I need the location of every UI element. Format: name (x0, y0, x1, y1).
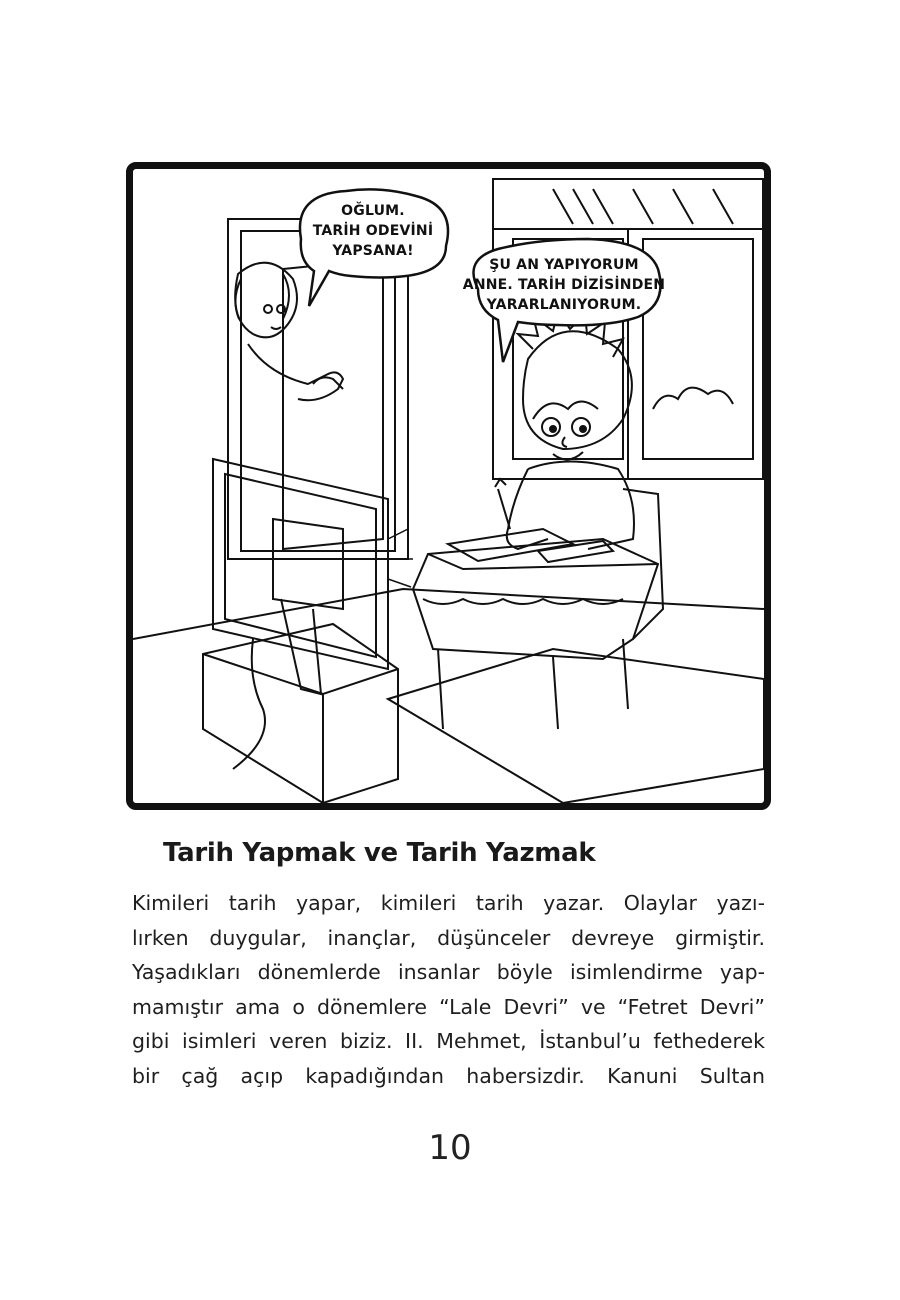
comic-illustration (133, 169, 764, 803)
body-line: Yaşadıkları dönemlerde insanlar böyle isimlendirme yap- (132, 960, 765, 984)
body-paragraph (132, 886, 765, 1093)
page-number: 10 (428, 1128, 472, 1168)
body-line: Kimileri tarih yapar, kimileri tarih yazar. Olaylar yazı- (132, 891, 765, 915)
comic-panel (126, 162, 771, 810)
body-line: bir çağ açıp kapadığından habersizdir. Kanuni Sultan (132, 1063, 765, 1088)
boy-speech-text: ŞU AN YAPIYORUM ANNE. TARİH DİZİSİNDEN YARARLANIYORUM. (462, 257, 666, 313)
body-line: gibi isimleri veren biziz. II. Mehmet, İstanbul’u fethederek (132, 1029, 765, 1053)
body-line: mamıştır ama o dönemlere “Lale Devri” ve “Fetret Devri” (132, 994, 765, 1019)
section-title: Tarih Yapmak ve Tarih Yazmak (163, 838, 596, 868)
body-line: lırken duygular, inançlar, düşünceler devreye girmiştir. (132, 925, 765, 950)
mother-speech-text: OĞLUM. TARİH ODEVİNİ YAPSANA! (312, 203, 434, 259)
